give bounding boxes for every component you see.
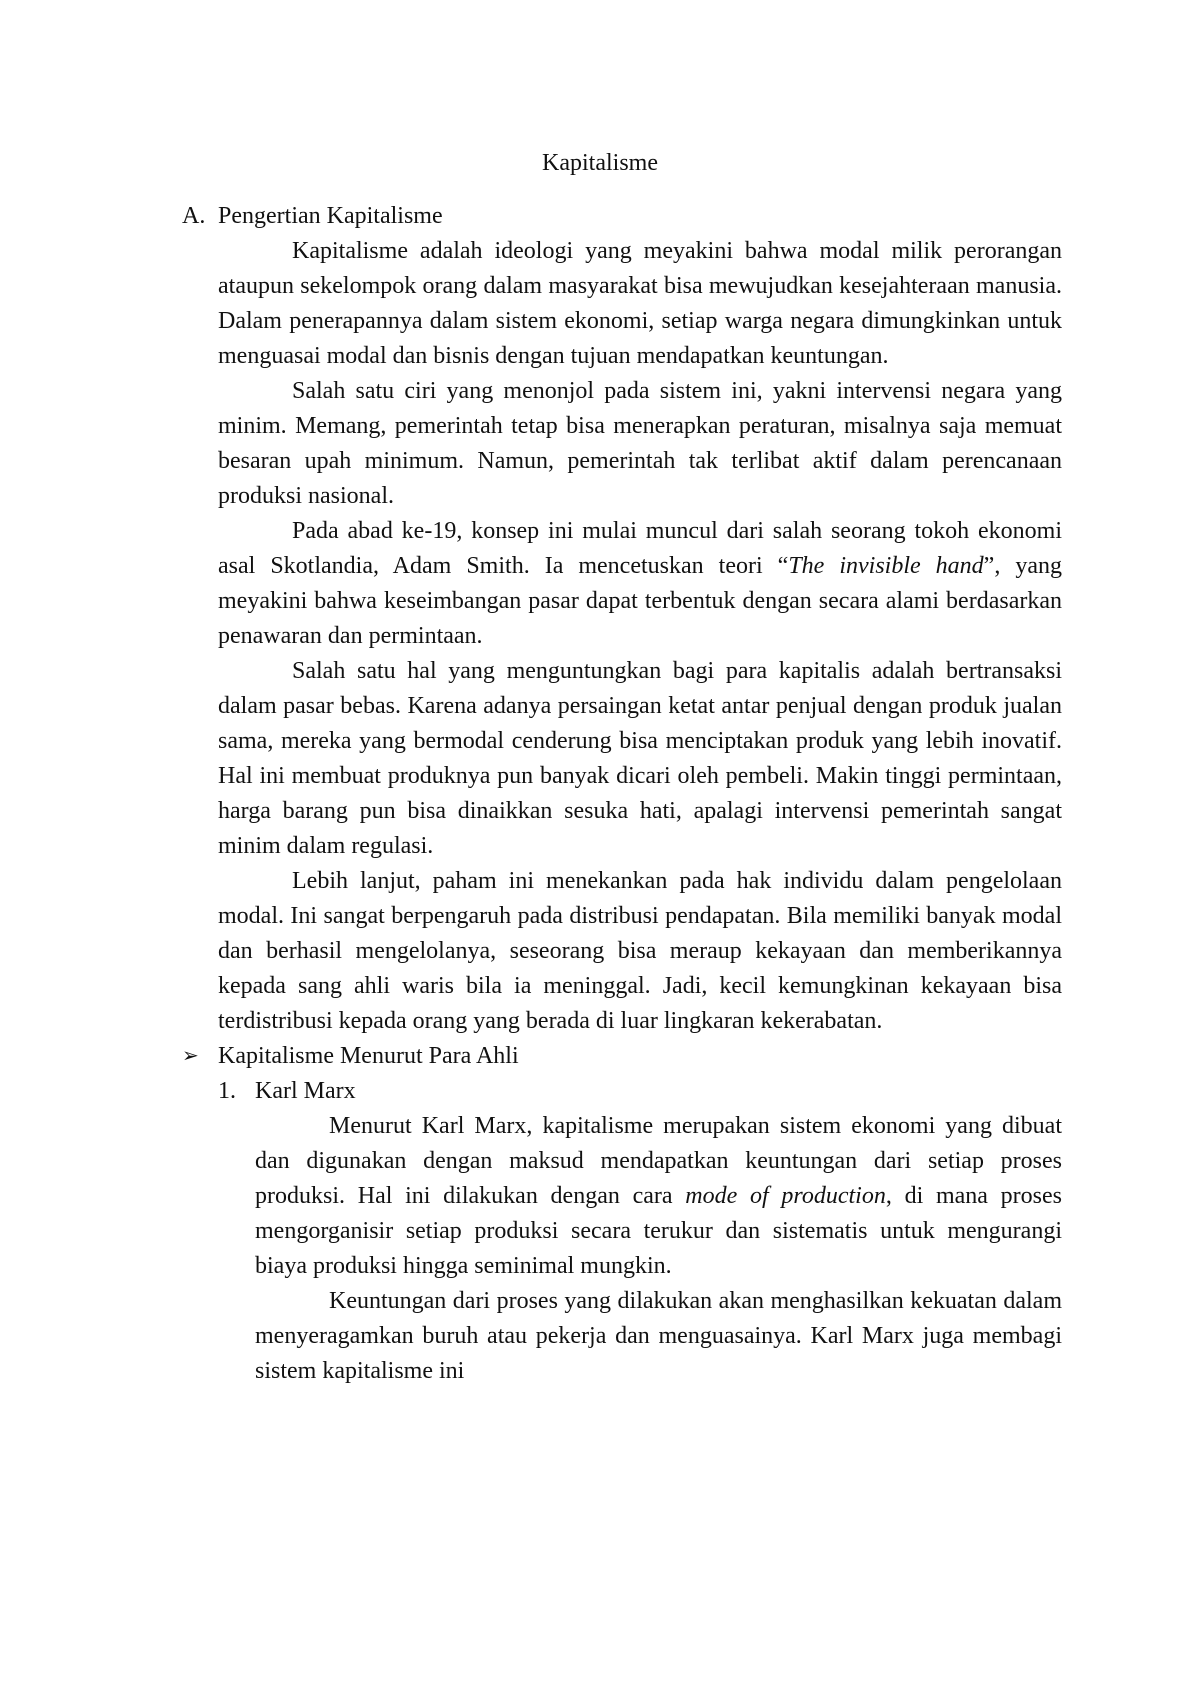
- paragraph-text: , di mana proses mengorganisir setiap produksi secara terukur dan sistematis untuk mengurangi biaya produksi hingga seminimal mungkin.: [255, 1183, 1063, 1279]
- experts-heading: [182, 1039, 1062, 1074]
- expert-item-heading: [218, 1074, 1062, 1109]
- paragraph-text: Pada abad ke-19, konsep ini mulai muncul dari salah seorang tokoh ekonomi asal Skotlandia, Adam Smith. Ia mencetuskan teori “: [218, 518, 1062, 579]
- experts-heading-text: Kapitalisme Menurut Para Ahli: [218, 1043, 519, 1069]
- paragraph: Kapitalisme adalah ideologi yang meyakini bahwa modal milik perorangan ataupun sekelompok orang dalam masyarakat bisa mewujudkan kesejahteraan manusia. Dalam penerapannya dalam sistem ekonomi, setiap warga negara dimungkinkan untuk menguasai modal dan bisnis dengan tujuan mendapatkan keuntungan.: [218, 238, 1062, 369]
- paragraph-text: Menurut Karl Marx, kapitalisme merupakan sistem ekonomi yang dibuat dan digunakan dengan maksud mendapatkan keuntungan dari setiap proses produksi. Hal ini dilakukan dengan cara: [255, 1113, 1062, 1209]
- paragraph-karl-marx: [255, 1109, 1062, 1284]
- document-body: [182, 199, 1062, 1389]
- paragraph: Salah satu ciri yang menonjol pada sistem ini, yakni intervensi negara yang minim. Memang, pemerintah tetap bisa menerapkan peraturan, misalnya saja memuat besaran upah minimum. Namun, pemerintah tak terlibat aktif dalam perencanaan produksi nasional.: [218, 378, 1062, 509]
- italic-term: The invisible hand: [788, 553, 984, 579]
- expert-name: Karl Marx: [255, 1078, 356, 1104]
- paragraph: Lebih lanjut, paham ini menekankan pada hak individu dalam pengelolaan modal. Ini sangat berpengaruh pada distribusi pendapatan. Bila memiliki banyak modal dan berhasil mengelolanya, seseorang bisa meraup kekayaan dan memberikannya kepada sang ahli waris bila ia meninggal. Jadi, kecil kemungkinan kekayaan bisa terdistribusi kepada orang yang berada di luar lingkaran kekerabatan.: [218, 868, 1062, 1034]
- paragraph: Keuntungan dari proses yang dilakukan akan menghasilkan kekuatan dalam menyeragamkan buruh atau pekerja dan menguasainya. Karl Marx juga membagi sistem kapitalisme ini: [255, 1288, 1062, 1384]
- section-a-heading: [182, 199, 1062, 234]
- list-number: 1.: [218, 1078, 236, 1104]
- paragraph: Salah satu hal yang menguntungkan bagi para kapitalis adalah bertransaksi dalam pasar bebas. Karena adanya persaingan ketat antar penjual dengan produk jualan sama, mereka yang bermodal cenderung bisa menciptakan produk yang lebih inovatif. Hal ini membuat produknya pun banyak dicari oleh pembeli. Makin tinggi permintaan, harga barang pun bisa dinaikkan sesuka hati, apalagi intervensi pemerintah sangat minim dalam regulasi.: [218, 658, 1062, 859]
- paragraph-text: ”, yang meyakini bahwa keseimbangan pasar dapat terbentuk dengan secara alami berdasarkan penawaran dan permintaan.: [218, 553, 1062, 649]
- section-a-heading-text: Pengertian Kapitalisme: [218, 203, 443, 229]
- arrow-bullet-icon: ➢: [182, 1045, 199, 1067]
- italic-term: mode of production: [685, 1183, 886, 1209]
- section-a-marker: A.: [182, 203, 206, 229]
- document-title: Kapitalisme: [542, 150, 658, 176]
- paragraph-adam-smith: [218, 514, 1062, 654]
